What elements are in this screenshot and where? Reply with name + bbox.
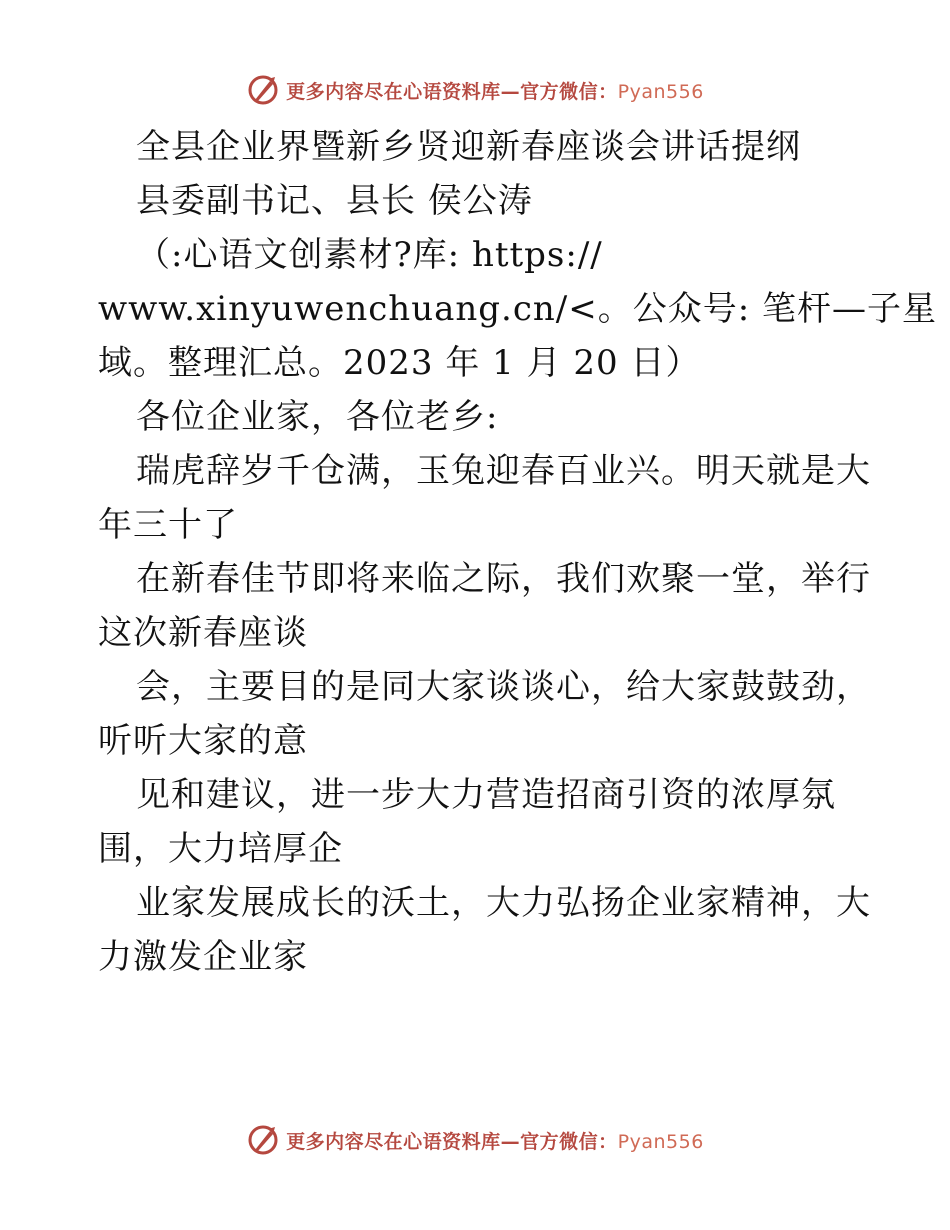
- speaker-line: 县委副书记、县长 侯公涛: [136, 181, 533, 221]
- paragraph-line: 瑞虎辞岁千仓满，玉兔迎春百业兴。明天就是大: [136, 451, 871, 491]
- paragraph-line: 围，大力培厚企: [98, 829, 343, 869]
- wechat-id: Pyan556: [617, 80, 704, 103]
- header-banner: [0, 70, 950, 110]
- paragraph-line: 听听大家的意: [98, 721, 308, 761]
- paragraph-line: 力激发企业家: [98, 937, 308, 977]
- source-note-line: 域。整理汇总。2023 年 1 月 20 日）: [98, 343, 701, 383]
- wechat-id: Pyan556: [617, 1130, 704, 1153]
- document-body: [98, 120, 937, 984]
- paragraph-line: 见和建议，进一步大力营造招商引资的浓厚氛: [136, 775, 836, 815]
- footer-banner: [0, 1120, 950, 1160]
- paragraph-line: 这次新春座谈: [98, 613, 308, 653]
- quill-circle-icon: [246, 73, 280, 107]
- source-note-line: www.xinyuwenchuang.cn/<。公众号: 笔杆—子星: [98, 289, 937, 329]
- paragraph-line: 会，主要目的是同大家谈谈心，给大家鼓鼓劲，: [136, 667, 871, 707]
- source-note-line: （:心语文创素材?库: https://: [136, 235, 603, 275]
- banner-text: 更多内容尽在心语资料库—官方微信：Pyan556: [286, 80, 704, 103]
- paragraph-line: 业家发展成长的沃土，大力弘扬企业家精神，大: [136, 883, 871, 923]
- banner-text: 更多内容尽在心语资料库—官方微信：Pyan556: [286, 1130, 704, 1153]
- document-title: 全县企业界暨新乡贤迎新春座谈会讲话提纲: [136, 127, 801, 167]
- paragraph-line: 在新春佳节即将来临之际，我们欢聚一堂，举行: [136, 559, 871, 599]
- quill-circle-icon: [246, 1123, 280, 1157]
- paragraph-line: 年三十了: [98, 505, 238, 545]
- salutation: 各位企业家，各位老乡:: [136, 397, 499, 437]
